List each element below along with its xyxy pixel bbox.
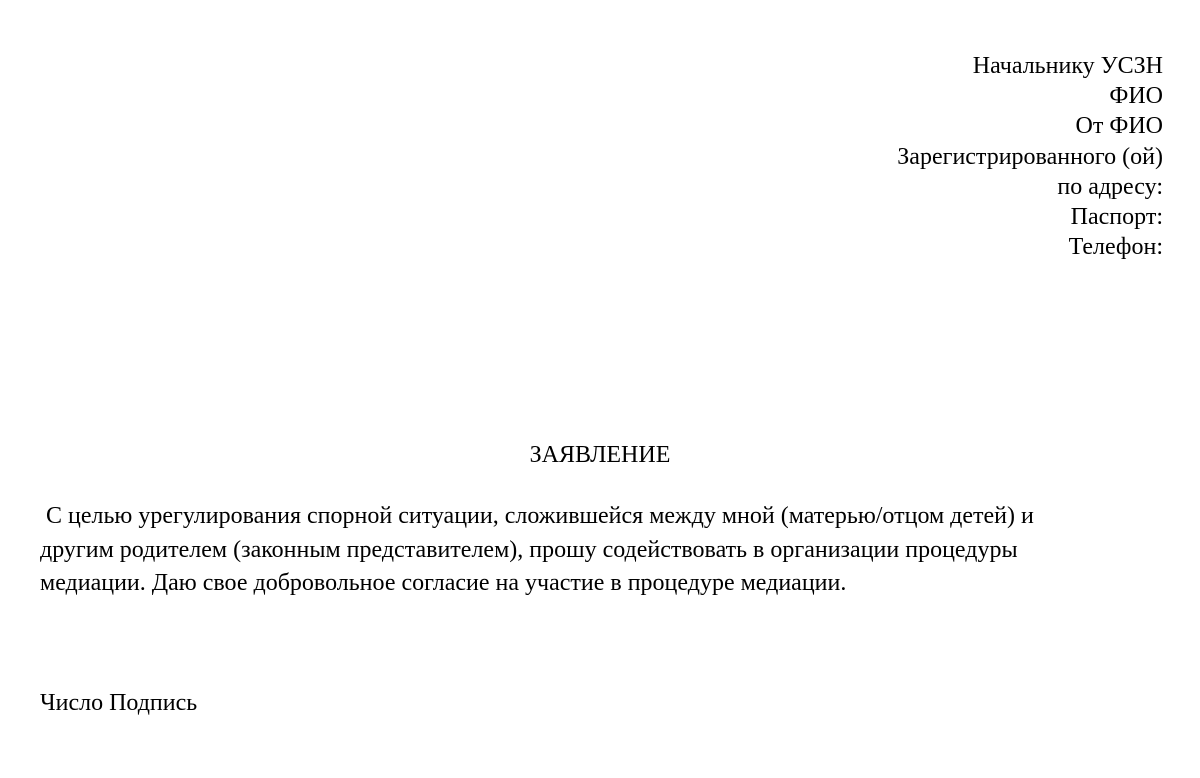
document-title: ЗАЯВЛЕНИЕ [529,442,671,468]
passport-line: Паспорт: [1070,204,1163,231]
addressee-block [897,51,1163,262]
address-line: по адресу: [1057,173,1163,200]
phone-line: Телефон: [1068,234,1163,261]
body-line: другим родителем (законным представителем), прошу содействовать в организации процедуры [40,536,1018,563]
date-signature-line: Число Подпись [40,690,198,716]
body-line: С целью урегулирования спорной ситуации, сложившейся между мной (матерью/отцом детей) и [40,503,1034,529]
body-paragraph [40,500,1034,601]
body-line: медиации. Даю свое добровольное согласие на участие в процедуре медиации. [40,570,847,596]
sender-line: От ФИО [1075,113,1163,140]
addressee-name-line: ФИО [1109,83,1163,110]
addressee-line: Начальнику УСЗН [972,53,1163,79]
registered-line: Зарегистрированного (ой) [897,143,1163,170]
